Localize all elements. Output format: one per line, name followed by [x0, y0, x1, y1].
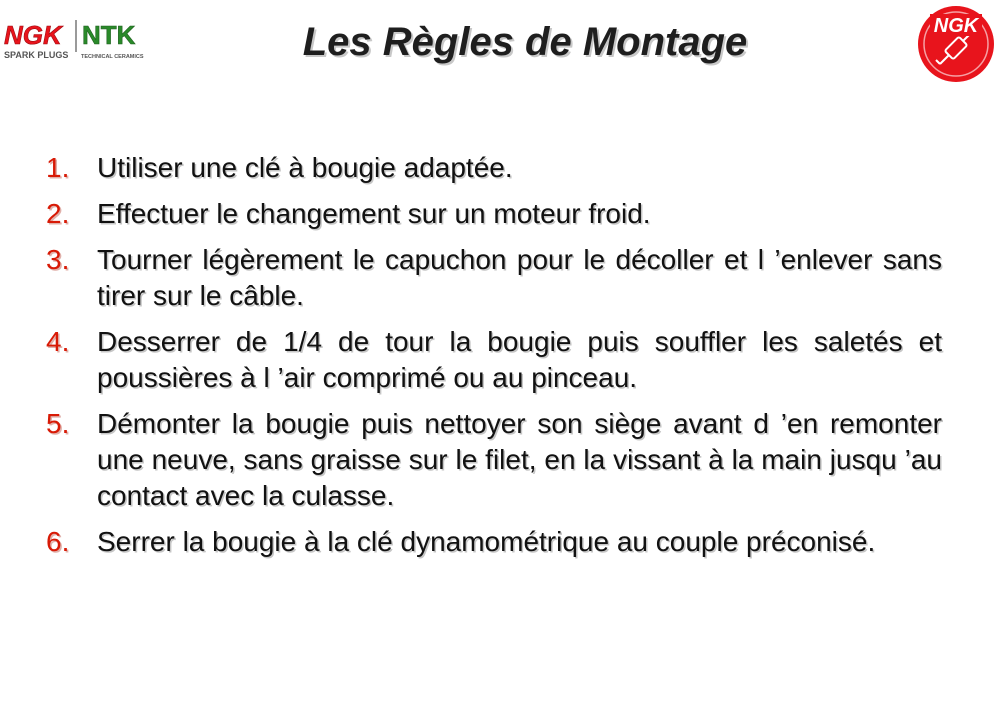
- rule-item: [46, 242, 942, 314]
- technical-ceramics-text: TECHNICAL CERAMICS: [81, 54, 144, 60]
- rule-text: Démonter la bougie puis nettoyer son siège avant d ’en remonter une neuve, sans graisse sur le filet, en la vissant à la main jusqu ’au contact avec la culasse.: [97, 408, 942, 511]
- rule-item: [46, 150, 942, 186]
- rule-text: Utiliser une clé à bougie adaptée.: [97, 152, 513, 183]
- rule-item: [46, 406, 942, 514]
- ngk-badge-graphic: [916, 2, 996, 86]
- page-title: Les Règles de Montage: [302, 20, 748, 64]
- rules-list: [46, 150, 942, 570]
- rule-item: [46, 524, 942, 560]
- spark-plugs-text: SPARK PLUGS: [4, 50, 69, 60]
- rule-number: 1.: [46, 152, 70, 183]
- ngk-brand-text: NGK: [4, 20, 62, 50]
- rule-item: [46, 324, 942, 396]
- rule-text: Tourner légèrement le capuchon pour le décoller et l ’enlever sans tirer sur le câble.: [97, 244, 942, 311]
- rule-text: Effectuer le changement sur un moteur froid.: [97, 198, 651, 229]
- rule-number: 5.: [46, 408, 70, 439]
- ntk-brand-text: NTK: [82, 20, 136, 50]
- rule-number: 6.: [46, 526, 70, 557]
- ngk-spark-plug-logo: [916, 2, 996, 86]
- rule-number: 3.: [46, 244, 70, 275]
- rule-item: [46, 196, 942, 232]
- rule-text: Serrer la bougie à la clé dynamométrique au couple préconisé.: [97, 526, 876, 557]
- ngk-badge-text: NGK: [933, 15, 979, 37]
- rule-text: Desserrer de 1/4 de tour la bougie puis souffler les saletés et poussières à l ’air comprimé ou au pinceau.: [97, 326, 942, 393]
- rule-number: 2.: [46, 198, 70, 229]
- rule-number: 4.: [46, 326, 70, 357]
